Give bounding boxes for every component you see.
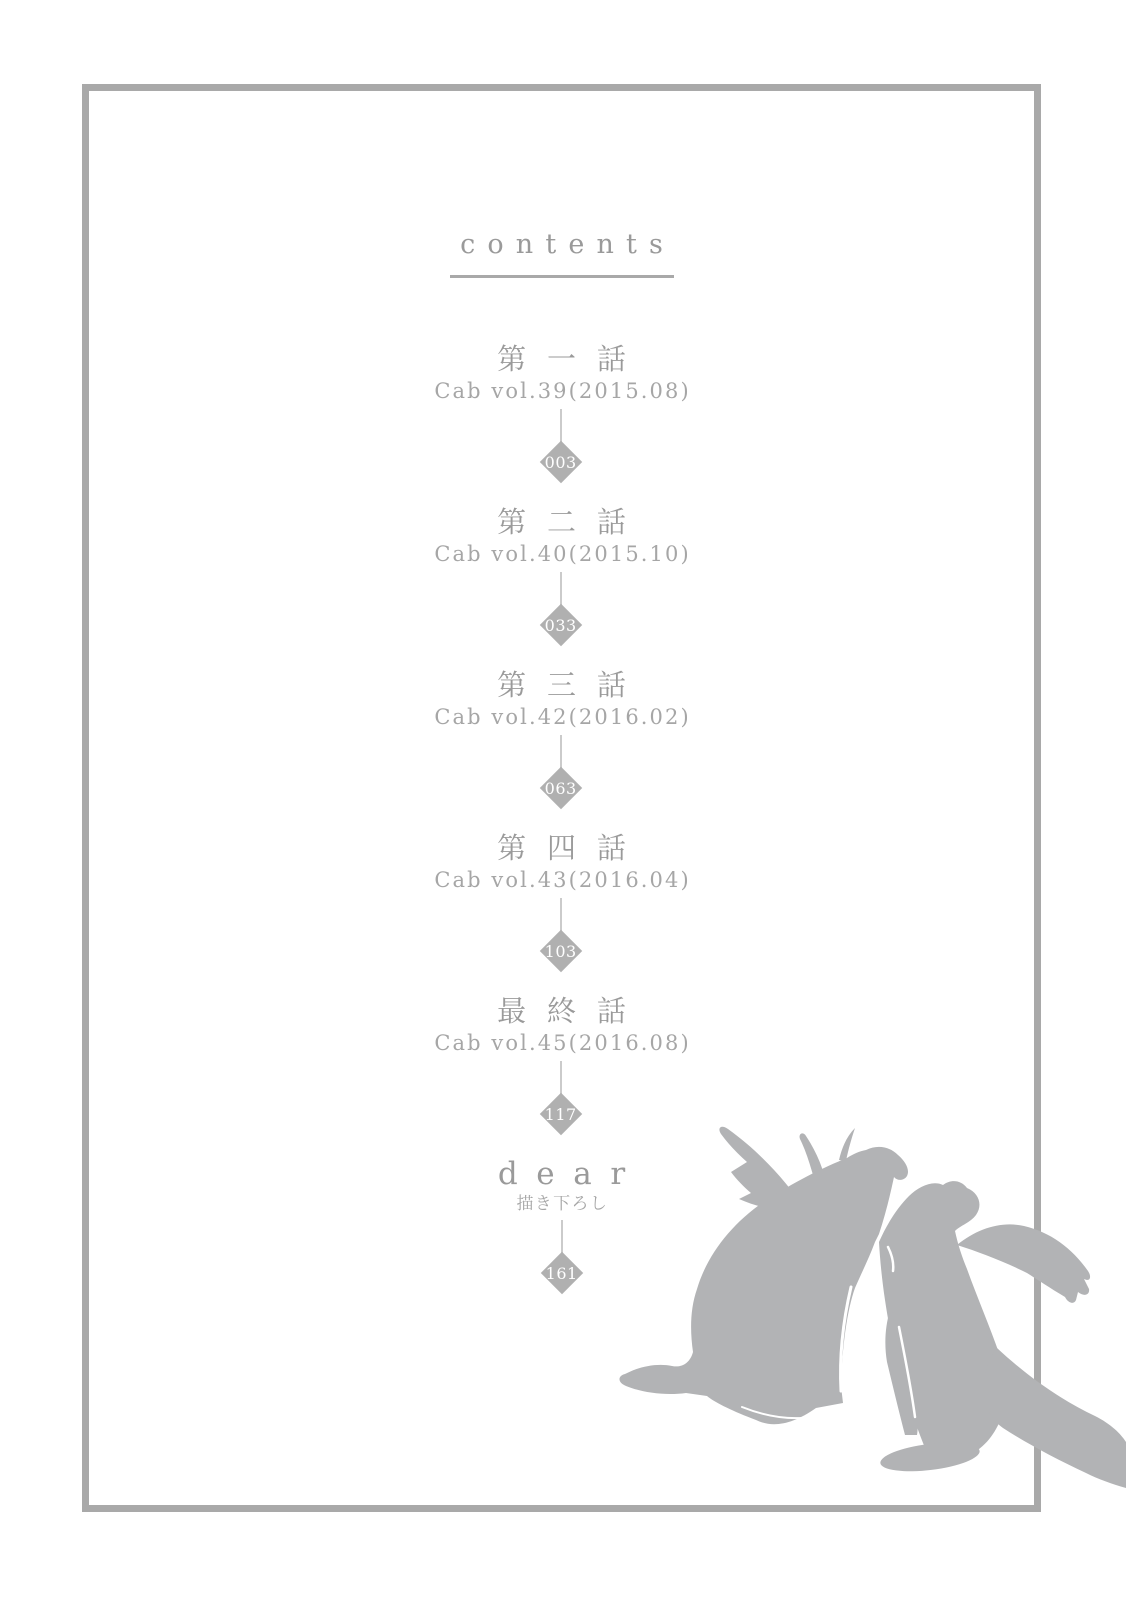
chapter-title: 最終話 <box>497 994 647 1028</box>
page-number-diamond <box>540 767 582 809</box>
page-title: contents <box>460 229 676 260</box>
page-number: 063 <box>545 778 578 798</box>
toc-entry-1 <box>432 342 691 477</box>
chapter-title: 第二話 <box>497 505 647 539</box>
page-number-diamond <box>540 930 582 972</box>
demon-and-angel-silhouette-illustration <box>600 1095 1126 1490</box>
page-number: 003 <box>545 452 578 472</box>
page-number: 033 <box>545 615 578 635</box>
chapter-source: Cab vol.40(2015.10) <box>434 542 691 566</box>
page-number-diamond <box>540 441 582 483</box>
chapter-title: 第三話 <box>497 668 647 702</box>
toc-entry-2 <box>432 505 691 640</box>
angel-figure-leg <box>984 1348 1126 1488</box>
chapter-title: dear <box>497 1156 644 1192</box>
chapter-title: 第四話 <box>497 831 647 865</box>
contents-header <box>448 228 675 278</box>
toc-entry-3 <box>432 668 691 803</box>
chapter-source: 描き下ろし <box>516 1194 609 1214</box>
title-underline <box>450 275 674 278</box>
chapter-title: 第一話 <box>497 342 647 376</box>
chapter-source: Cab vol.45(2016.08) <box>434 1031 691 1055</box>
toc-entry-4 <box>432 831 691 966</box>
chapter-source: Cab vol.42(2016.02) <box>434 705 691 729</box>
page-number: 117 <box>545 1104 578 1124</box>
page-number: 103 <box>545 941 578 961</box>
chapter-source: Cab vol.39(2015.08) <box>434 379 691 403</box>
angel-wing-icon <box>957 1224 1090 1302</box>
page-number-diamond <box>540 1093 582 1135</box>
chapter-source: Cab vol.43(2016.04) <box>434 868 691 892</box>
page-number-diamond <box>540 1252 582 1294</box>
angel-figure-body <box>879 1181 1006 1457</box>
page-number: 161 <box>545 1263 578 1283</box>
page-number-diamond <box>540 604 582 646</box>
